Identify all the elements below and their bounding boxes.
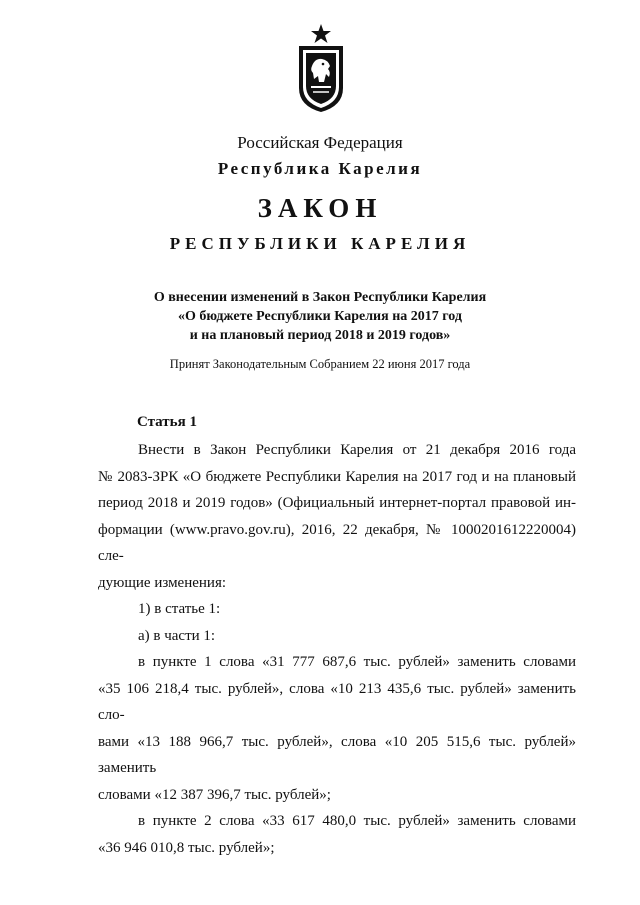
republic-name: Республика Карелия <box>217 159 423 178</box>
law-name-line: О внесении изменений в Закон Республики Карелия <box>153 290 487 305</box>
text-line: «35 106 218,4 тыс. рублей», слова «10 213 435,6 тыс. рублей» заменить сло- <box>98 680 576 723</box>
law-name-line: «О бюджете Республики Карелия на 2017 год <box>178 309 462 324</box>
law-name-line: и на плановый период 2018 и 2019 годов» <box>189 328 451 343</box>
text-line: дующие изменения: <box>98 574 227 591</box>
intro-paragraph <box>98 437 576 596</box>
text-line: формации (www.pravo.gov.ru), 2016, 22 декабря, № 1000201612220004) сле- <box>98 521 576 564</box>
text-line: период 2018 и 2019 годов» (Официальный интернет-портал правовой ин- <box>98 495 576 511</box>
law-name <box>0 288 640 345</box>
item-1: 1) в статье 1: <box>138 601 221 617</box>
adoption-note: Принят Законодательным Собранием 22 июня 2017 года <box>169 357 471 371</box>
article-heading: Статья 1 <box>137 414 197 430</box>
karelia-coat-of-arms-icon <box>297 22 345 114</box>
text-line: в пункте 1 слова «31 777 687,6 тыс. рублей» заменить словами <box>138 654 576 670</box>
text-line: вами «13 188 966,7 тыс. рублей», слова «10 205 515,6 тыс. рублей» заменить <box>98 733 576 776</box>
text-line: в пункте 2 слова «33 617 480,0 тыс. рублей» заменить словами <box>138 813 576 829</box>
country-name: Российская Федерация <box>237 133 403 152</box>
point-1-paragraph <box>98 649 576 808</box>
law-subtitle: РЕСПУБЛИКИ КАРЕЛИЯ <box>169 234 471 253</box>
point-2-paragraph <box>98 808 576 861</box>
text-line: «36 946 010,8 тыс. рублей»; <box>98 839 275 856</box>
law-title: ЗАКОН <box>257 193 383 223</box>
item-a: а) в части 1: <box>138 627 216 644</box>
text-line: № 2083-ЗРК «О бюджете Республики Карелия на 2017 год и на плановый <box>98 468 576 485</box>
text-line: Внести в Закон Республики Карелия от 21 декабря 2016 года <box>138 442 576 458</box>
article-body <box>98 437 576 861</box>
text-line: словами «12 387 396,7 тыс. рублей»; <box>98 786 331 803</box>
